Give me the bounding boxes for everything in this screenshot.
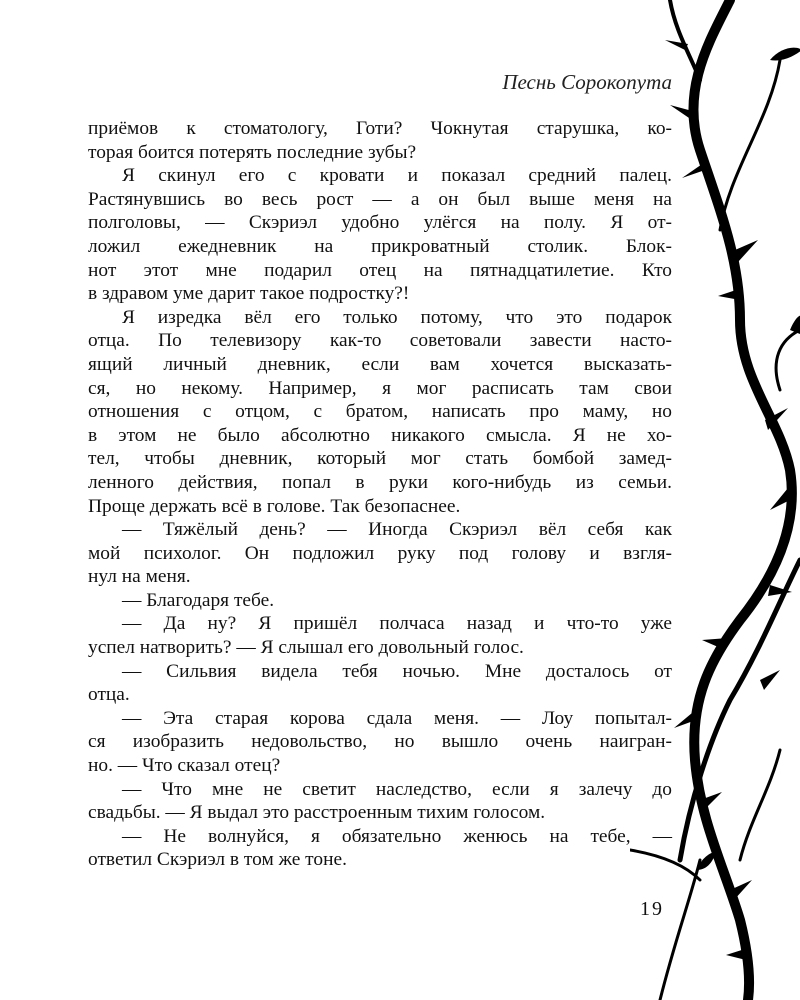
paragraph [88,660,672,707]
paragraph [88,518,672,589]
paragraph [88,589,672,613]
paragraph [88,707,672,778]
text-line: но. — Что сказал отец? [88,755,281,777]
running-head: Песнь Сорокопута [502,70,672,94]
text-line: ящий личный дневник, если вам хочется высказать- [88,353,672,375]
text-line: ся изобразить недовольство, но вышло очень наигран- [88,731,672,753]
text-line: свадьбы. — Я выдал это расстроенным тихим голосом. [88,802,546,824]
text-line: отца. По телевизору как-то советовали завести насто- [88,330,672,352]
body-text [88,117,672,872]
paragraph [88,117,672,164]
text-line: ложил ежедневник на прикроватный столик. Блок- [88,235,672,257]
text-line: ся, но некому. Например, я мог расписать там свои [88,377,672,399]
text-line: — Тяжёлый день? — Иногда Скэриэл вёл себя как [122,519,672,541]
text-line: — Не волнуйся, я обязательно женюсь на тебе, — [122,825,672,847]
paragraph [88,825,672,872]
text-line: торая боится потерять последние зубы? [88,141,417,163]
text-line: отношения с отцом, с братом, написать про маму, но [88,401,672,423]
paragraph [88,778,672,825]
text-line: в здравом уме дарит такое подростку?! [88,283,410,305]
text-line: ленного действия, попал в руки кого-нибудь из семьи. [88,471,672,493]
text-line: тел, чтобы дневник, который мог стать бомбой замед- [88,448,672,470]
paragraph [88,164,672,306]
text-line: ответил Скэриэл в том же тоне. [88,849,347,871]
text-line: приёмов к стоматологу, Готи? Чокнутая старушка, ко- [88,118,672,139]
text-line: — Что мне не светит наследство, если я залечу до [122,778,672,800]
text-line: нул на меня. [88,566,191,588]
text-line: успел натворить? — Я слышал его довольный голос. [88,637,524,659]
text-line: — Сильвия видела тебя ночью. Мне досталось от [122,660,672,682]
text-line: — Да ну? Я пришёл полчаса назад и что-то уже [122,613,672,635]
text-line: нот этот мне подарил отец на пятнадцатилетие. Кто [88,259,672,281]
paragraph [88,306,672,518]
text-line: Я изредка вёл его только потому, что это подарок [122,306,672,328]
paragraph [88,612,672,659]
text-line: Проще держать всё в голове. Так безопаснее. [88,495,461,517]
text-line: полголовы, — Скэриэл удобно улёгся на полу. Я от- [88,212,672,234]
text-line: мой психолог. Он подложил руку под голову и взгля- [88,542,672,564]
text-line: в этом не было абсолютно никакого смысла. Я не хо- [88,424,672,446]
text-line: Растянувшись во весь рост — а он был выше меня на [88,188,672,210]
text-line: — Благодаря тебе. [122,589,275,611]
page-number: 19 [640,898,664,920]
text-line: — Эта старая корова сдала меня. — Лоу попытал- [122,707,672,729]
text-line: Я скинул его с кровати и показал средний палец. [122,165,672,187]
text-line: отца. [88,684,130,706]
